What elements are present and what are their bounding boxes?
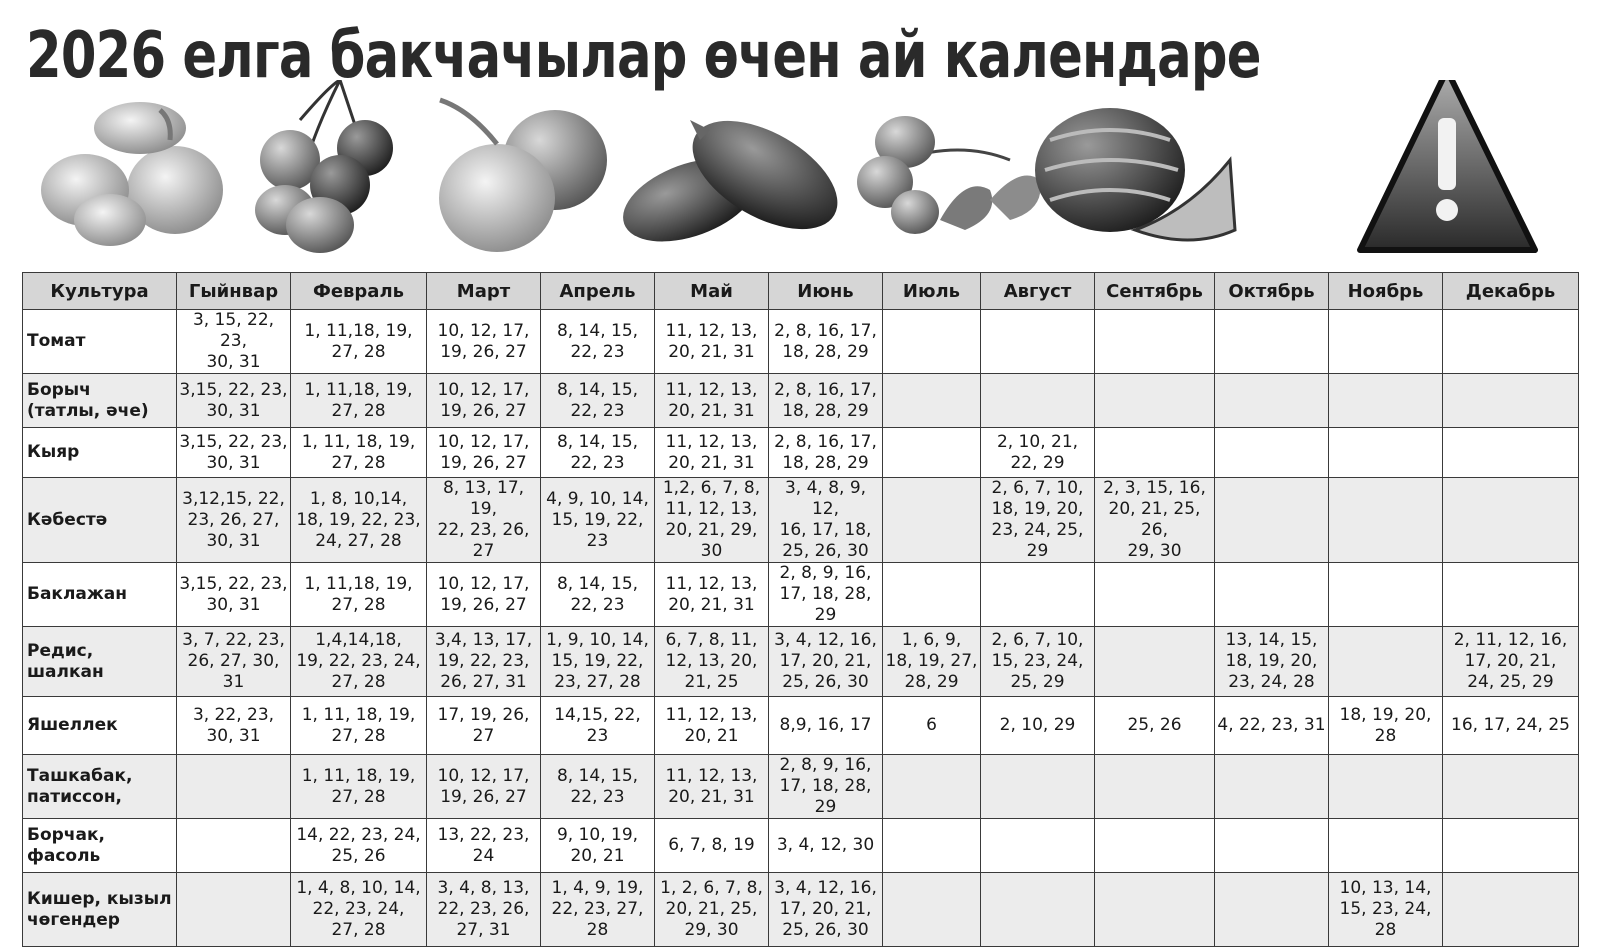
day-cell xyxy=(655,873,769,947)
day-cell xyxy=(1443,428,1579,478)
day-cell xyxy=(1443,755,1579,819)
day-list: 2, 10, 21, 22, 29 xyxy=(996,431,1079,473)
day-cell xyxy=(1443,697,1579,755)
day-cell xyxy=(883,374,981,428)
day-list: 1, 11, 18, 19, 27, 28 xyxy=(301,431,416,473)
day-cell xyxy=(1215,563,1329,627)
crop-name xyxy=(23,428,177,478)
day-list: 11, 12, 13, 20, 21, 31 xyxy=(665,379,758,421)
day-cell xyxy=(1215,873,1329,947)
crop-name xyxy=(23,627,177,697)
day-list: 2, 10, 29 xyxy=(999,715,1076,735)
day-cell xyxy=(883,310,981,374)
day-cell xyxy=(1329,697,1443,755)
day-cell xyxy=(1443,873,1579,947)
day-cell xyxy=(655,819,769,873)
day-cell xyxy=(883,697,981,755)
header-month: Октябрь xyxy=(1215,273,1329,310)
crop-label: Редис, шалкан xyxy=(27,640,104,682)
day-cell xyxy=(1095,428,1215,478)
day-list: 4, 22, 23, 31 xyxy=(1217,715,1326,735)
day-list: 2, 8, 9, 16, 17, 18, 28, 29 xyxy=(779,755,872,817)
crop-label: Баклажан xyxy=(27,584,128,604)
day-cell xyxy=(291,478,427,563)
day-cell xyxy=(1095,478,1215,563)
day-cell xyxy=(769,563,883,627)
day-cell xyxy=(541,374,655,428)
day-list: 3, 4, 12, 16, 17, 20, 21, 25, 26, 30 xyxy=(774,878,877,940)
day-cell xyxy=(655,627,769,697)
day-cell xyxy=(883,755,981,819)
day-cell xyxy=(769,697,883,755)
day-cell xyxy=(883,428,981,478)
day-cell xyxy=(655,697,769,755)
day-cell xyxy=(177,374,291,428)
day-cell xyxy=(291,627,427,697)
day-cell xyxy=(291,310,427,374)
day-list: 1,4,14,18, 19, 22, 23, 24, 27, 28 xyxy=(296,630,421,692)
day-cell xyxy=(1443,627,1579,697)
day-list: 1, 11, 18, 19, 27, 28 xyxy=(301,765,416,807)
day-list: 10, 13, 14, 15, 23, 24, 28 xyxy=(1339,878,1432,940)
day-list: 8, 14, 15, 22, 23 xyxy=(556,320,639,362)
day-cell xyxy=(291,873,427,947)
onions-icon xyxy=(439,100,607,252)
day-cell xyxy=(177,310,291,374)
day-list: 8, 13, 17, 19, 22, 23, 26, 27 xyxy=(437,478,530,561)
day-list: 2, 6, 7, 10, 18, 19, 20, 23, 24, 25, 29 xyxy=(991,478,1084,561)
day-cell xyxy=(427,755,541,819)
day-cell xyxy=(655,563,769,627)
crop-name xyxy=(23,478,177,563)
day-cell xyxy=(427,819,541,873)
day-cell xyxy=(981,627,1095,697)
day-list: 1, 11,18, 19, 27, 28 xyxy=(304,573,413,615)
day-cell xyxy=(1215,697,1329,755)
day-cell xyxy=(427,873,541,947)
day-cell xyxy=(1215,428,1329,478)
day-cell xyxy=(427,374,541,428)
table-row xyxy=(23,563,1579,627)
planting-calendar-table xyxy=(22,272,1579,947)
day-list: 10, 12, 17, 19, 26, 27 xyxy=(437,765,530,807)
day-cell xyxy=(769,873,883,947)
day-list: 3,15, 22, 23, 30, 31 xyxy=(179,379,288,421)
day-cell xyxy=(1329,374,1443,428)
day-cell xyxy=(291,428,427,478)
day-list: 11, 12, 13, 20, 21, 31 xyxy=(665,320,758,362)
header-month: Апрель xyxy=(541,273,655,310)
day-cell xyxy=(1215,478,1329,563)
day-list: 13, 14, 15, 18, 19, 20, 23, 24, 28 xyxy=(1225,630,1318,692)
day-cell xyxy=(177,478,291,563)
day-list: 3,12,15, 22, 23, 26, 27, 30, 31 xyxy=(182,488,285,551)
day-cell xyxy=(769,627,883,697)
day-cell xyxy=(427,310,541,374)
day-cell xyxy=(1095,873,1215,947)
day-cell xyxy=(1329,563,1443,627)
day-cell xyxy=(177,563,291,627)
table-row xyxy=(23,819,1579,873)
day-cell xyxy=(1095,563,1215,627)
day-list: 18, 19, 20, 28 xyxy=(1339,704,1432,746)
crop-name xyxy=(23,697,177,755)
day-list: 10, 12, 17, 19, 26, 27 xyxy=(437,431,530,473)
crop-name xyxy=(23,873,177,947)
header-month: Май xyxy=(655,273,769,310)
crop-label: Кишер, кызыл чөгендер xyxy=(27,888,172,930)
header-month: Декабрь xyxy=(1443,273,1579,310)
day-cell xyxy=(883,478,981,563)
day-list: 14,15, 22, 23 xyxy=(554,704,641,746)
day-cell xyxy=(1095,374,1215,428)
day-cell xyxy=(177,755,291,819)
day-cell xyxy=(883,819,981,873)
table-row xyxy=(23,627,1579,697)
day-cell xyxy=(655,374,769,428)
day-cell xyxy=(981,755,1095,819)
day-cell xyxy=(1329,627,1443,697)
day-cell xyxy=(655,310,769,374)
day-list: 13, 22, 23, 24 xyxy=(437,824,530,866)
day-cell xyxy=(981,428,1095,478)
day-cell xyxy=(541,428,655,478)
table-row xyxy=(23,428,1579,478)
day-cell xyxy=(1095,310,1215,374)
day-cell xyxy=(1215,627,1329,697)
table-header-row xyxy=(23,273,1579,310)
day-cell xyxy=(981,563,1095,627)
day-cell xyxy=(541,873,655,947)
crop-label: Кыяр xyxy=(27,442,80,462)
day-cell xyxy=(883,627,981,697)
day-list: 10, 12, 17, 19, 26, 27 xyxy=(437,573,530,615)
header-month: Гыйнвар xyxy=(177,273,291,310)
day-list: 3, 22, 23, 30, 31 xyxy=(192,704,275,746)
day-cell xyxy=(981,478,1095,563)
day-cell xyxy=(541,819,655,873)
day-cell xyxy=(1095,755,1215,819)
day-cell xyxy=(541,627,655,697)
day-cell xyxy=(1443,374,1579,428)
day-cell xyxy=(291,697,427,755)
day-list: 8,9, 16, 17 xyxy=(779,715,872,735)
page-title: 2026 елга бакчачылар өчен ай календаре xyxy=(26,19,1261,93)
day-list: 9, 10, 19, 20, 21 xyxy=(556,824,639,866)
day-list: 3, 15, 22, 23, 30, 31 xyxy=(192,310,275,372)
day-list: 10, 12, 17, 19, 26, 27 xyxy=(437,320,530,362)
day-list: 3,15, 22, 23, 30, 31 xyxy=(179,573,288,615)
day-list: 1, 6, 9, 18, 19, 27, 28, 29 xyxy=(885,630,978,692)
day-cell xyxy=(541,478,655,563)
crop-label: Томат xyxy=(27,331,86,351)
day-list: 2, 3, 15, 16, 20, 21, 25, 26, 29, 30 xyxy=(1103,478,1206,561)
day-list: 6, 7, 8, 19 xyxy=(668,835,755,855)
day-list: 11, 12, 13, 20, 21 xyxy=(665,704,758,746)
day-cell xyxy=(1215,310,1329,374)
table-row xyxy=(23,755,1579,819)
day-cell xyxy=(541,310,655,374)
day-cell xyxy=(177,819,291,873)
day-list: 16, 17, 24, 25 xyxy=(1451,715,1570,735)
header-month: Июль xyxy=(883,273,981,310)
day-cell xyxy=(769,755,883,819)
day-cell xyxy=(655,755,769,819)
table-row xyxy=(23,697,1579,755)
day-cell xyxy=(1329,310,1443,374)
day-list: 2, 11, 12, 16, 17, 20, 21, 24, 25, 29 xyxy=(1453,630,1568,692)
day-cell xyxy=(981,310,1095,374)
warning-sign-icon xyxy=(1360,80,1535,250)
day-cell xyxy=(655,428,769,478)
day-list: 17, 19, 26, 27 xyxy=(437,704,530,746)
header-month: Сентябрь xyxy=(1095,273,1215,310)
crop-name xyxy=(23,755,177,819)
day-cell xyxy=(541,563,655,627)
day-list: 1, 8, 10,14, 18, 19, 22, 23, 24, 27, 28 xyxy=(296,488,421,551)
day-cell xyxy=(177,697,291,755)
crop-label: Борыч (татлы, әче) xyxy=(27,379,149,421)
crop-label: Кәбестә xyxy=(27,509,108,530)
day-cell xyxy=(1215,755,1329,819)
day-cell xyxy=(1443,819,1579,873)
day-cell xyxy=(769,819,883,873)
day-cell xyxy=(427,563,541,627)
crop-name xyxy=(23,310,177,374)
day-cell xyxy=(769,428,883,478)
day-cell xyxy=(981,374,1095,428)
day-list: 8, 14, 15, 22, 23 xyxy=(556,573,639,615)
day-cell xyxy=(883,873,981,947)
day-list: 3,15, 22, 23, 30, 31 xyxy=(179,431,288,473)
garlic-icon xyxy=(41,102,223,246)
crop-name xyxy=(23,374,177,428)
day-list: 4, 9, 10, 14, 15, 19, 22, 23 xyxy=(546,488,649,551)
day-list: 6 xyxy=(926,715,937,735)
day-cell xyxy=(1095,627,1215,697)
table-row xyxy=(23,478,1579,563)
day-cell xyxy=(427,478,541,563)
day-list: 2, 8, 9, 16, 17, 18, 28, 29 xyxy=(779,563,872,625)
day-list: 6, 7, 8, 11, 12, 13, 20, 21, 25 xyxy=(665,630,758,692)
day-list: 1, 11,18, 19, 27, 28 xyxy=(304,320,413,362)
day-cell xyxy=(291,755,427,819)
rosehips-icon xyxy=(857,116,1041,234)
header-month: Июнь xyxy=(769,273,883,310)
day-list: 3,4, 13, 17, 19, 22, 23, 26, 27, 31 xyxy=(434,630,533,692)
crop-label: Борчак, фасоль xyxy=(27,824,105,866)
day-list: 3, 4, 8, 9, 12, 16, 17, 18, 25, 26, 30 xyxy=(779,478,872,561)
day-cell xyxy=(427,697,541,755)
header-month: Март xyxy=(427,273,541,310)
day-list: 2, 8, 16, 17, 18, 28, 29 xyxy=(774,320,877,362)
day-cell xyxy=(655,478,769,563)
day-cell xyxy=(427,627,541,697)
day-list: 2, 6, 7, 10, 15, 23, 24, 25, 29 xyxy=(991,630,1084,692)
day-list: 3, 4, 12, 16, 17, 20, 21, 25, 26, 30 xyxy=(774,630,877,692)
day-cell xyxy=(541,755,655,819)
table-row xyxy=(23,310,1579,374)
header-crop: Культура xyxy=(23,273,177,310)
day-list: 8, 14, 15, 22, 23 xyxy=(556,765,639,807)
crop-name xyxy=(23,819,177,873)
day-list: 11, 12, 13, 20, 21, 31 xyxy=(665,765,758,807)
day-cell xyxy=(177,873,291,947)
day-cell xyxy=(1329,755,1443,819)
day-list: 8, 14, 15, 22, 23 xyxy=(556,431,639,473)
day-list: 1,2, 6, 7, 8, 11, 12, 13, 20, 21, 29, 30 xyxy=(662,478,761,561)
day-cell xyxy=(1443,478,1579,563)
vegetable-illustrations xyxy=(0,80,1598,270)
day-cell xyxy=(1443,310,1579,374)
crop-label: Ташкабак, патиссон, xyxy=(27,765,133,807)
day-list: 1, 2, 6, 7, 8, 20, 21, 25, 29, 30 xyxy=(660,878,763,940)
day-cell xyxy=(1329,478,1443,563)
header-month: Февраль xyxy=(291,273,427,310)
day-list: 2, 8, 16, 17, 18, 28, 29 xyxy=(774,431,877,473)
day-list: 3, 4, 12, 30 xyxy=(776,835,875,855)
day-cell xyxy=(291,563,427,627)
day-cell xyxy=(883,563,981,627)
day-cell xyxy=(1095,697,1215,755)
day-cell xyxy=(1215,374,1329,428)
day-cell xyxy=(291,374,427,428)
day-cell xyxy=(981,873,1095,947)
day-list: 1, 11, 18, 19, 27, 28 xyxy=(301,704,416,746)
header-month: Ноябрь xyxy=(1329,273,1443,310)
day-cell xyxy=(981,819,1095,873)
table-row xyxy=(23,374,1579,428)
header-month: Август xyxy=(981,273,1095,310)
day-cell xyxy=(541,697,655,755)
day-list: 1, 4, 8, 10, 14, 22, 23, 24, 27, 28 xyxy=(296,878,421,940)
day-list: 3, 7, 22, 23, 26, 27, 30, 31 xyxy=(182,630,285,692)
day-list: 14, 22, 23, 24, 25, 26 xyxy=(296,824,421,866)
day-list: 2, 8, 16, 17, 18, 28, 29 xyxy=(774,379,877,421)
day-cell xyxy=(177,428,291,478)
table-body xyxy=(23,310,1579,947)
day-list: 11, 12, 13, 20, 21, 31 xyxy=(665,431,758,473)
day-list: 1, 9, 10, 14, 15, 19, 22, 23, 27, 28 xyxy=(546,630,649,692)
day-cell xyxy=(177,627,291,697)
day-list: 1, 4, 9, 19, 22, 23, 27, 28 xyxy=(551,878,644,940)
day-cell xyxy=(769,374,883,428)
day-cell xyxy=(769,478,883,563)
table-row xyxy=(23,873,1579,947)
crop-name xyxy=(23,563,177,627)
day-list: 10, 12, 17, 19, 26, 27 xyxy=(437,379,530,421)
day-list: 11, 12, 13, 20, 21, 31 xyxy=(665,573,758,615)
day-cell xyxy=(1443,563,1579,627)
day-cell xyxy=(291,819,427,873)
day-cell xyxy=(1329,428,1443,478)
day-cell xyxy=(1329,873,1443,947)
day-cell xyxy=(981,697,1095,755)
cherries-icon xyxy=(255,80,393,253)
day-cell xyxy=(769,310,883,374)
day-cell xyxy=(1095,819,1215,873)
day-list: 25, 26 xyxy=(1127,715,1182,735)
day-list: 3, 4, 8, 13, 22, 23, 26, 27, 31 xyxy=(437,878,530,940)
day-cell xyxy=(427,428,541,478)
day-cell xyxy=(1329,819,1443,873)
day-cell xyxy=(1215,819,1329,873)
eggplants-icon xyxy=(612,99,855,258)
watermelon-icon xyxy=(1035,108,1235,240)
day-list: 1, 11,18, 19, 27, 28 xyxy=(304,379,413,421)
crop-label: Яшеллек xyxy=(27,715,118,735)
day-list: 8, 14, 15, 22, 23 xyxy=(556,379,639,421)
